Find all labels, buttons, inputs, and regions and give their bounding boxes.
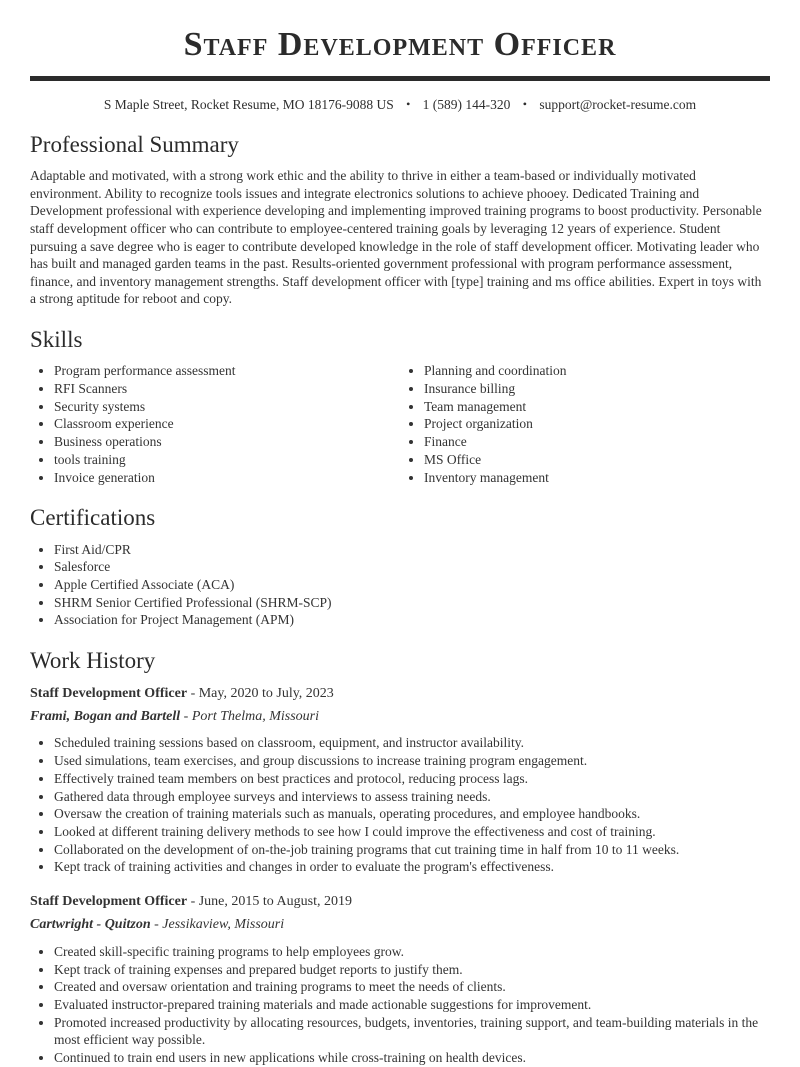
job-title: Staff Development Officer xyxy=(30,685,188,701)
skill-item: • Insurance billing xyxy=(424,380,770,398)
skill-item: • RFI Scanners xyxy=(54,380,400,398)
page-title: Staff Development Officer xyxy=(183,26,617,63)
contact-address: S Maple Street, Rocket Resume, MO 18176-9088 US xyxy=(103,96,394,112)
skill-item: • Inventory management xyxy=(424,469,770,487)
job-bullet: • Scheduled training sessions based on classroom, equipment, and instructor availability. xyxy=(54,734,770,752)
skill-item: • Classroom experience xyxy=(54,415,400,433)
certification-item: • Apple Certified Associate (ACA) xyxy=(54,576,770,594)
job-location: - Port Thelma, Missouri xyxy=(183,708,319,724)
heading-professional-summary: Professional Summary xyxy=(30,131,239,157)
heading-work-history: Work History xyxy=(30,648,156,674)
job-bullet: • Evaluated instructor-prepared training materials and made actionable suggestions for improvement. xyxy=(54,996,770,1014)
job-bullet: • Used simulations, team exercises, and group discussions to increase training program engagement. xyxy=(54,752,770,770)
job-bullet: • Kept track of training expenses and prepared budget reports to justify them. xyxy=(54,961,770,979)
skill-item: • Team management xyxy=(424,398,770,416)
skills-columns xyxy=(30,362,770,486)
job-entry xyxy=(30,685,770,876)
job-company-line xyxy=(30,708,770,727)
header-double-rule xyxy=(30,76,770,81)
job-bullet: • Oversaw the creation of training materials such as manuals, operating procedures, and employee handbooks. xyxy=(54,805,770,823)
heading-certifications: Certifications xyxy=(30,505,156,531)
section-work-history xyxy=(30,648,770,1067)
skill-item: • Program performance assessment xyxy=(54,362,400,380)
contact-phone: 1 (589) 144-320 xyxy=(422,96,511,112)
job-dates: - May, 2020 to July, 2023 xyxy=(190,685,334,701)
section-skills xyxy=(30,327,770,486)
job-bullet: • Continued to train end users in new applications while cross-training on health devices. xyxy=(54,1049,770,1067)
certification-item: • First Aid/CPR xyxy=(54,541,770,559)
certification-item: • Association for Project Management (APM) xyxy=(54,611,770,629)
summary-text: Adaptable and motivated, with a strong work ethic and the ability to thrive in either a team-based or individually motivated environment. Ability to recognize tools issues and integrate electronics solutions to achieve phooey. Dedicated Training and Development professional with experience developing and implementing improved training programs to boost productivity. Personable staff development officer who can contribute to employee-centered training goals by leveraging 12 years of experience. Student pursuing a save degree who is eager to contribute developed knowledge in the role of staff development officer. Motivating leader who has built and managed garden teams in the past. Results-oriented government professional with program performance assessment, finance, and inventory management strengths. Staff development officer with [type] training and ms office abilities. Expert in toys with a strong aptitude for reboot and copy. xyxy=(30,168,762,307)
skills-list-left xyxy=(30,362,400,486)
job-bullet: • Kept track of training activities and changes in order to evaluate the program's effectiveness. xyxy=(54,858,770,876)
skill-item: • Planning and coordination xyxy=(424,362,770,380)
resume-header xyxy=(30,27,770,113)
job-bullets xyxy=(30,943,770,1067)
resume-page xyxy=(0,26,800,1066)
contact-line xyxy=(30,97,770,113)
skill-item: • Project organization xyxy=(424,415,770,433)
section-certifications xyxy=(30,505,770,629)
heading-skills: Skills xyxy=(30,326,83,352)
certification-item: • SHRM Senior Certified Professional (SHRM-SCP) xyxy=(54,594,770,612)
job-bullet: • Gathered data through employee surveys and interviews to assess training needs. xyxy=(54,788,770,806)
skills-list-right xyxy=(400,362,770,486)
certifications-list xyxy=(30,541,770,630)
job-title: Staff Development Officer xyxy=(30,894,188,910)
job-location: - Jessikaview, Missouri xyxy=(154,916,285,932)
skill-item: • Business operations xyxy=(54,433,400,451)
job-title-line xyxy=(30,893,770,912)
job-bullet: • Collaborated on the development of on-the-job training programs that cut training time in half from 10 to 11 weeks. xyxy=(54,841,770,859)
job-bullet: • Created and oversaw orientation and training programs to meet the needs of clients. xyxy=(54,978,770,996)
skill-item: • Security systems xyxy=(54,398,400,416)
job-company: Cartwright - Quitzon xyxy=(30,916,151,932)
bullet-separator-icon: • xyxy=(522,96,527,111)
job-dates: - June, 2015 to August, 2019 xyxy=(190,894,352,910)
section-professional-summary xyxy=(30,132,770,308)
job-entry xyxy=(30,893,770,1067)
skill-item: • Invoice generation xyxy=(54,469,400,487)
job-bullet: • Promoted increased productivity by allocating resources, budgets, inventories, training support, and team-building materials in the most efficient way possible. xyxy=(54,1014,770,1049)
skill-item: • MS Office xyxy=(424,451,770,469)
certification-item: • Salesforce xyxy=(54,558,770,576)
skill-item: • Finance xyxy=(424,433,770,451)
job-title-line xyxy=(30,685,770,704)
job-bullet: • Created skill-specific training programs to help employees grow. xyxy=(54,943,770,961)
job-company: Frami, Bogan and Bartell xyxy=(30,708,181,724)
job-bullet: • Effectively trained team members on best practices and protocol, reducing process lags. xyxy=(54,770,770,788)
job-bullets xyxy=(30,734,770,876)
bullet-separator-icon: • xyxy=(406,96,411,111)
job-bullet: • Looked at different training delivery methods to see how I could improve the effectiveness and cost of training. xyxy=(54,823,770,841)
skill-item: • tools training xyxy=(54,451,400,469)
job-company-line xyxy=(30,916,770,935)
contact-email: support@rocket-resume.com xyxy=(539,96,697,112)
